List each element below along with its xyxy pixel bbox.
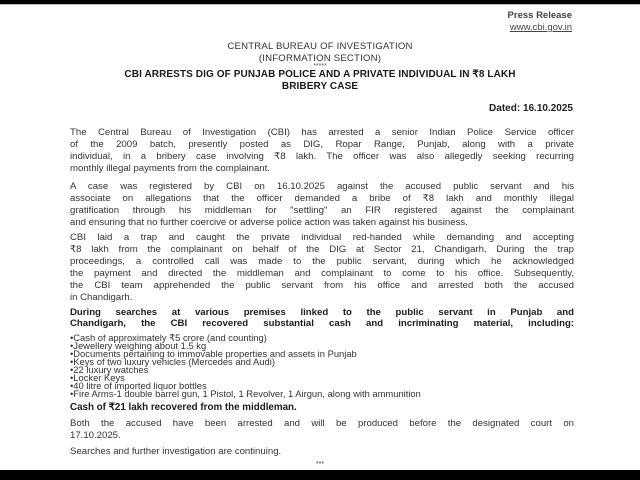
paragraph-line: individual, in a bribery case involving ₹8 lakh. The officer was also allegedly seeking recurring (70, 151, 574, 162)
paragraph-line: proceedings, a controlled call was made to the public servant, during which he acknowledged (70, 256, 574, 267)
paragraph-line: and ensuring that no further coercive or adverse police action was taken against his business. (70, 217, 468, 228)
section-name: (INFORMATION SECTION) (258, 53, 382, 64)
list-item: •Keys of two luxury vehicles (Mercedes and Audi) (70, 356, 275, 367)
dated: Dated: 16.10.2025 (489, 103, 573, 114)
list-item: •Locker Keys (70, 372, 125, 383)
org-name: CENTRAL BUREAU OF INVESTIGATION (227, 41, 413, 52)
paragraph-line: the CBI team apprehended the public servant from his office and arrested both the accused (70, 280, 574, 291)
paragraph-line: of the 2009 batch, presently posted as DIG, Ropar Range, Punjab, along with a private (70, 139, 574, 150)
paragraph-line: the payment and directed the middleman and complainant to come to his office. Subsequently, (70, 268, 574, 279)
separator: ***** (313, 63, 327, 70)
paragraph-line: CBI laid a trap and caught the private individual red-handed while demanding and accepting (70, 232, 574, 243)
website-link[interactable]: www.cbi.gov.in (509, 22, 572, 33)
list-item: •Documents pertaining to immovable properties and assets in Punjab (70, 348, 357, 359)
title-line-2: BRIBERY CASE (281, 81, 359, 92)
list-item: •Jewellery weighing about 1.5 kg (70, 340, 207, 351)
paragraph-line: ₹8 lakh from the complainant on behalf of the DIG at Sector 21, Chandigarh. During the trap (70, 244, 574, 255)
cash-note: Cash of ₹21 lakh recovered from the middleman. (70, 402, 297, 413)
end-mark: *** (315, 461, 325, 468)
press-release-label: Press Release (507, 10, 572, 21)
continuing-text: Searches and further investigation are continuing. (70, 446, 282, 457)
bottom-black-bar (0, 470, 640, 480)
paragraph-line: Chandigarh, the CBI recovered substantial cash and incriminating material, including: (70, 318, 574, 329)
paragraph-line: associate on allegations that the officer demanded a bribe of ₹8 lakh and monthly illegal (70, 193, 574, 204)
list-item: •Cash of approximately ₹5 crore (and counting) (70, 332, 267, 343)
paragraph-line: Both the accused have been arrested and will be produced before the designated court on (70, 418, 574, 429)
list-item: •Fire Arms-1 double barrel gun, 1 Pistol, 1 Revolver, 1 Airgun, along with ammunition (70, 388, 421, 399)
list-item: •22 luxury watches (70, 364, 149, 375)
paragraph-line: A case was registered by CBI on 16.10.2025 against the accused public servant and his (70, 181, 574, 192)
paragraph-line: The Central Bureau of Investigation (CBI) has arrested a senior Indian Police Service officer (70, 127, 574, 138)
list-item: •40 litre of imported liquor bottles (70, 380, 207, 391)
paragraph-line: 17.10.2025. (70, 430, 121, 441)
paragraph-line: During searches at various premises linked to the public servant in Punjab and (70, 307, 574, 318)
title-line-1: CBI ARRESTS DIG OF PUNJAB POLICE AND A PRIVATE INDIVIDUAL IN ₹8 LAKH (124, 69, 516, 80)
paragraph-line: monthly illegal payments from the complainant. (70, 163, 270, 174)
paragraph-line: in Chandigarh. (70, 292, 133, 303)
top-bar-edge (0, 4, 640, 5)
paragraph-line: gratification through his middleman for "settling" an FIR registered against the complainant (70, 205, 574, 216)
